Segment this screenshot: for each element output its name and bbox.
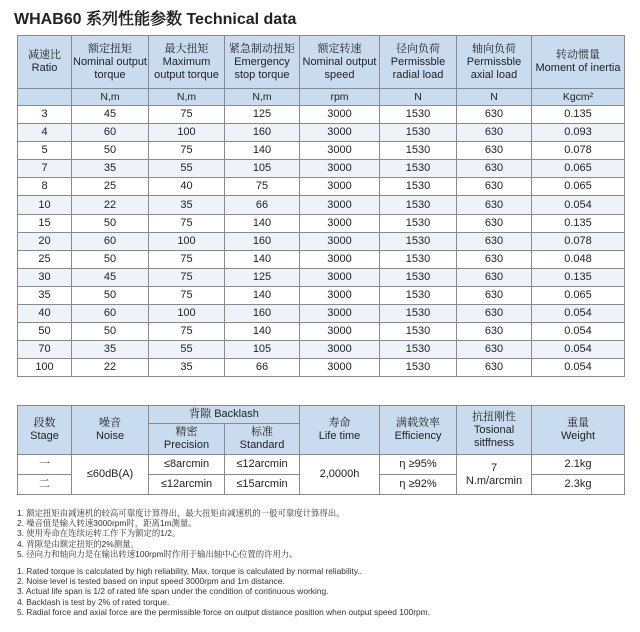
radial-load-cell: 1530 [380,106,457,124]
ratio-cell: 70 [18,341,72,359]
table-row [18,106,625,124]
radial-load-cell: 1530 [380,359,457,377]
header-weight: 重量 Weight [532,406,625,455]
emergency-torque-cell: 140 [225,142,300,160]
ratio-cell: 4 [18,124,72,142]
table-row [18,160,625,178]
nominal-torque-cell: 60 [72,305,149,323]
table-row [18,178,625,196]
nominal-speed-cell: 3000 [300,160,380,178]
header-emergency-torque: 紧急制动扭矩 Emergency stop torque [225,36,300,89]
note-cn-3: 3. 使用寿命在连续运转工作下为额定的1/2。 [17,528,181,539]
nominal-speed-cell: 3000 [300,341,380,359]
max-torque-cell: 75 [149,323,225,341]
nominal-torque-cell: 60 [72,124,149,142]
efficiency-value: η ≥92% [380,475,457,495]
nominal-speed-cell: 3000 [300,124,380,142]
ratio-cell: 35 [18,286,72,304]
note-en-2: 2. Noise level is tested based on input speed 3000rpm and 1m distance. [17,576,285,587]
table-row [18,286,625,304]
emergency-torque-cell: 66 [225,196,300,214]
radial-load-cell: 1530 [380,268,457,286]
inertia-cell: 0.048 [532,250,625,268]
axial-load-cell: 630 [457,214,532,232]
nominal-speed-cell: 3000 [300,196,380,214]
weight-value: 2.3kg [532,475,625,495]
inertia-cell: 0.065 [532,178,625,196]
axial-load-cell: 630 [457,142,532,160]
emergency-torque-cell: 160 [225,124,300,142]
inertia-cell: 0.065 [532,286,625,304]
nominal-speed-cell: 3000 [300,268,380,286]
max-torque-cell: 55 [149,341,225,359]
ratio-cell: 30 [18,268,72,286]
ratio-cell: 8 [18,178,72,196]
max-torque-cell: 55 [149,160,225,178]
table-row [18,232,625,250]
max-torque-cell: 75 [149,106,225,124]
emergency-torque-cell: 125 [225,268,300,286]
inertia-cell: 0.065 [532,160,625,178]
nominal-torque-cell: 22 [72,359,149,377]
ratio-cell: 100 [18,359,72,377]
unit-radial-load: N [380,89,457,106]
ratio-cell: 10 [18,196,72,214]
stage-cell: 一 [18,455,72,475]
axial-load-cell: 630 [457,341,532,359]
note-en-4: 4. Backlash is test by 2% of rated torque. [17,596,170,607]
note-en-3: 3. Actual life span is 1/2 of rated life span under the condition of continuous working. [17,586,329,597]
nominal-speed-cell: 3000 [300,286,380,304]
note-en-1: 1. Rated torque is calculated by high reliability, Max. torque is calculated by normal reliability.. [17,566,363,576]
note-cn-5: 5. 径向力和轴向力是在输出转速100rpm时作用于输出轴中心位置的许用力。 [17,548,298,559]
max-torque-cell: 100 [149,124,225,142]
radial-load-cell: 1530 [380,178,457,196]
header-radial-load: 径向负荷 Permissble radial load [380,36,457,89]
header-standard: 标准 Standard [225,424,300,455]
header-backlash: 背隙 Backlash [149,406,300,424]
inertia-cell: 0.078 [532,142,625,160]
nominal-torque-cell: 35 [72,341,149,359]
max-torque-cell: 35 [149,196,225,214]
table-row [18,323,625,341]
nominal-torque-cell: 50 [72,214,149,232]
nominal-speed-cell: 3000 [300,232,380,250]
radial-load-cell: 1530 [380,196,457,214]
ratio-cell: 25 [18,250,72,268]
axial-load-cell: 630 [457,286,532,304]
header-nominal-torque: 额定扭矩 Nominal output torque [72,36,149,89]
efficiency-value: η ≥95% [380,455,457,475]
stage-table [17,405,625,495]
stage-cell: 二 [18,475,72,495]
emergency-torque-cell: 160 [225,305,300,323]
radial-load-cell: 1530 [380,323,457,341]
note-cn-2: 2. 噪音值是输入转速3000rpm时，距离1m测量。 [17,518,197,529]
inertia-cell: 0.078 [532,232,625,250]
axial-load-cell: 630 [457,250,532,268]
header-axial-load: 轴向负荷 Permissble axial load [457,36,532,89]
table-row [18,142,625,160]
header-ratio: 减速比 Ratio [18,36,72,89]
max-torque-cell: 100 [149,305,225,323]
spec-table [17,35,625,377]
nominal-torque-cell: 50 [72,323,149,341]
axial-load-cell: 630 [457,359,532,377]
note-cn-1: 1. 额定扭矩由减速机的较高可靠度计算得出，最大扭矩由减速机的一般可靠度计算得出。 [17,508,345,518]
nominal-torque-cell: 25 [72,178,149,196]
nominal-torque-cell: 45 [72,106,149,124]
header-noise: 噪音 Noise [72,406,149,455]
axial-load-cell: 630 [457,124,532,142]
table-row [18,305,625,323]
nominal-torque-cell: 50 [72,142,149,160]
emergency-torque-cell: 66 [225,359,300,377]
nominal-speed-cell: 3000 [300,142,380,160]
noise-value: ≤60dB(A) [72,455,149,495]
nominal-speed-cell: 3000 [300,178,380,196]
table-row [18,250,625,268]
page-title: WHAB60 系列性能参数 Technical data [14,11,297,28]
nominal-torque-cell: 45 [72,268,149,286]
stage-row [18,455,625,475]
radial-load-cell: 1530 [380,305,457,323]
unit-inertia: Kgcm² [532,89,625,106]
unit-max-torque: N,m [149,89,225,106]
axial-load-cell: 630 [457,305,532,323]
table-row [18,196,625,214]
note-en-5: 5. Radial force and axial force are the permissible force on output distance position when output speed 100rpm. [17,606,430,617]
inertia-cell: 0.135 [532,268,625,286]
nominal-torque-cell: 22 [72,196,149,214]
emergency-torque-cell: 105 [225,341,300,359]
max-torque-cell: 75 [149,214,225,232]
inertia-cell: 0.135 [532,214,625,232]
header-max-torque: 最大扭矩 Maximum output torque [149,36,225,89]
inertia-cell: 0.054 [532,341,625,359]
nominal-torque-cell: 60 [72,232,149,250]
emergency-torque-cell: 140 [225,286,300,304]
emergency-torque-cell: 160 [225,232,300,250]
notes-english [17,566,430,617]
unit-nominal-speed: rpm [300,89,380,106]
unit-emergency-torque: N,m [225,89,300,106]
radial-load-cell: 1530 [380,142,457,160]
precision-value: ≤12arcmin [149,475,225,495]
life-value: 2,0000h [300,455,380,495]
nominal-torque-cell: 50 [72,250,149,268]
radial-load-cell: 1530 [380,124,457,142]
radial-load-cell: 1530 [380,232,457,250]
emergency-torque-cell: 125 [225,106,300,124]
nominal-speed-cell: 3000 [300,323,380,341]
emergency-torque-cell: 140 [225,214,300,232]
header-inertia: 转动惯量 Moment of inertia [532,36,625,89]
unit-ratio [18,89,72,106]
ratio-cell: 20 [18,232,72,250]
table-row [18,268,625,286]
header-efficiency: 满载效率 Efficiency [380,406,457,455]
nominal-speed-cell: 3000 [300,214,380,232]
ratio-cell: 15 [18,214,72,232]
header-stage: 段数 Stage [18,406,72,455]
radial-load-cell: 1530 [380,160,457,178]
max-torque-cell: 75 [149,268,225,286]
precision-value: ≤8arcmin [149,455,225,475]
ratio-cell: 50 [18,323,72,341]
header-precision: 精密 Precision [149,424,225,455]
axial-load-cell: 630 [457,268,532,286]
standard-value: ≤15arcmin [225,475,300,495]
nominal-torque-cell: 50 [72,286,149,304]
nominal-torque-cell: 35 [72,160,149,178]
inertia-cell: 0.054 [532,359,625,377]
ratio-cell: 5 [18,142,72,160]
spec-table-body [18,106,625,377]
radial-load-cell: 1530 [380,250,457,268]
axial-load-cell: 630 [457,160,532,178]
emergency-torque-cell: 75 [225,178,300,196]
axial-load-cell: 630 [457,196,532,214]
max-torque-cell: 35 [149,359,225,377]
unit-nominal-torque: N,m [72,89,149,106]
table-row [18,341,625,359]
nominal-speed-cell: 3000 [300,106,380,124]
radial-load-cell: 1530 [380,286,457,304]
notes-chinese [17,508,345,559]
note-cn-4: 4. 背隙是由额定扭矩的2%测量。 [17,538,139,549]
emergency-torque-cell: 140 [225,323,300,341]
emergency-torque-cell: 140 [225,250,300,268]
header-stiffness: 抗扭刚性 Tosional sitffness [457,406,532,455]
inertia-cell: 0.093 [532,124,625,142]
inertia-cell: 0.054 [532,305,625,323]
ratio-cell: 7 [18,160,72,178]
inertia-cell: 0.054 [532,323,625,341]
radial-load-cell: 1530 [380,341,457,359]
max-torque-cell: 75 [149,250,225,268]
max-torque-cell: 75 [149,142,225,160]
radial-load-cell: 1530 [380,214,457,232]
table-row [18,359,625,377]
spec-header-row [18,36,625,89]
inertia-cell: 0.135 [532,106,625,124]
inertia-cell: 0.054 [532,196,625,214]
ratio-cell: 40 [18,305,72,323]
table-row [18,124,625,142]
nominal-speed-cell: 3000 [300,305,380,323]
stiffness-value: 7 N.m/arcmin [457,455,532,495]
nominal-speed-cell: 3000 [300,250,380,268]
nominal-speed-cell: 3000 [300,359,380,377]
emergency-torque-cell: 105 [225,160,300,178]
table-row [18,214,625,232]
max-torque-cell: 100 [149,232,225,250]
axial-load-cell: 630 [457,178,532,196]
header-nominal-speed: 额定转速 Nominal output speed [300,36,380,89]
unit-axial-load: N [457,89,532,106]
axial-load-cell: 630 [457,323,532,341]
max-torque-cell: 40 [149,178,225,196]
stage-header-row-1 [18,406,625,424]
axial-load-cell: 630 [457,106,532,124]
ratio-cell: 3 [18,106,72,124]
axial-load-cell: 630 [457,232,532,250]
standard-value: ≤12arcmin [225,455,300,475]
weight-value: 2.1kg [532,455,625,475]
max-torque-cell: 75 [149,286,225,304]
header-life: 寿命 Life time [300,406,380,455]
spec-units-row [18,89,625,106]
